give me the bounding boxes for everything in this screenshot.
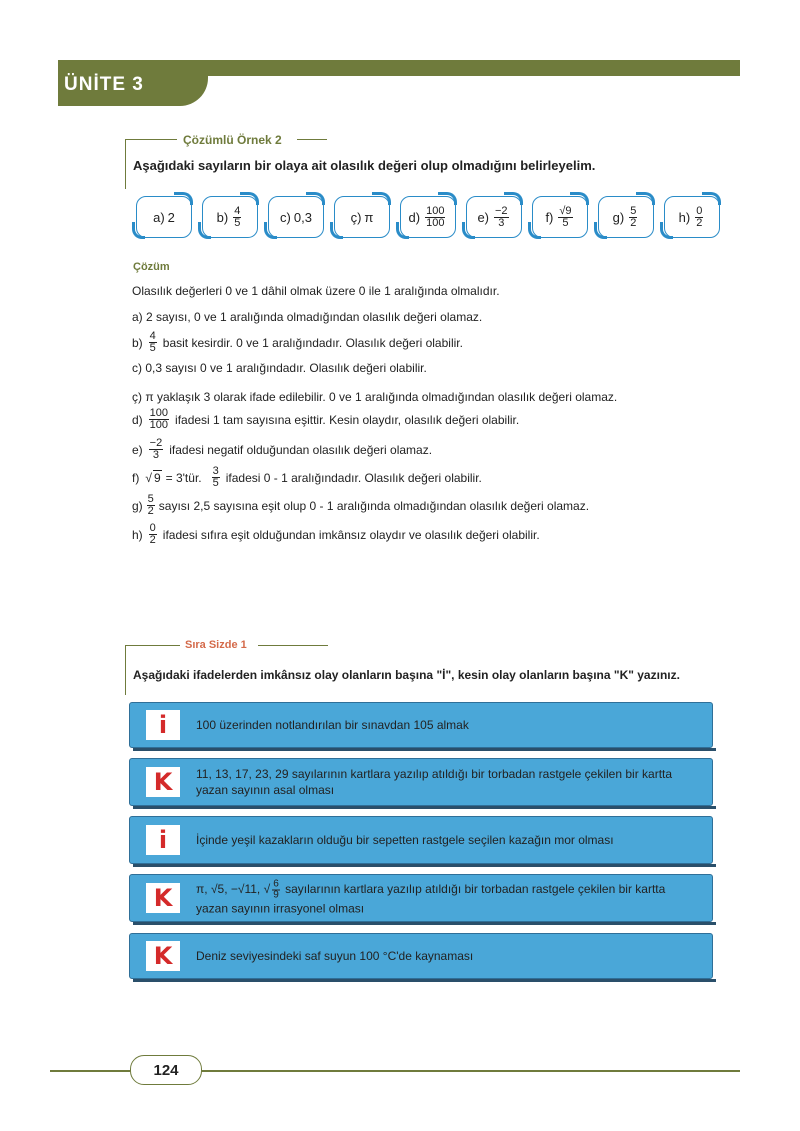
- exercise-instruction: Aşağıdaki ifadelerden imkânsız olay olanların başına "İ", kesin olay olanların başına "K" yazınız.: [133, 668, 680, 682]
- answer-mark: K: [146, 883, 180, 913]
- solution-h-fraction: $\frac{0}{2}$: [149, 522, 156, 546]
- option-fraction: $\frac{0}{2}$: [696, 204, 703, 229]
- solution-b: b) $\frac{4}{5}$ basit kesirdir. 0 ve 1 aralığındadır. Olasılık değeri olabilir.: [132, 330, 463, 354]
- answer-mark: K: [146, 767, 180, 797]
- exercise-title-line-left: [140, 645, 180, 646]
- option-a: [136, 196, 192, 238]
- solution-e: e) $\frac{-2}{3}$ ifadesi negatif olduğundan olasılık değeri olamaz.: [132, 437, 433, 461]
- option-c: [268, 196, 324, 238]
- option-cc: [334, 196, 390, 238]
- exercise-title-line-right: [258, 645, 328, 646]
- answer-mark: i: [146, 825, 180, 855]
- exercise-title: Sıra Sizde 1: [185, 639, 247, 651]
- option-h: [664, 196, 720, 238]
- unit-header: [58, 60, 740, 106]
- solution-e-fraction: $\frac{-2}{3}$: [149, 437, 163, 461]
- solution-f: f) √ 9 = 3'tür. $\frac{3}{5}$ ifadesi 0 - 1 aralığındadır. Olasılık değeri olabilir.: [132, 465, 482, 489]
- option-f: [532, 196, 588, 238]
- solution-b-fraction: $\frac{4}{5}$: [149, 330, 156, 354]
- option-value: π: [364, 209, 374, 225]
- option-label: c): [280, 209, 291, 225]
- example-frame-line: [125, 139, 126, 189]
- solution-c: c) 0,3 sayısı 0 ve 1 aralığındadır. Olasılık değeri olabilir.: [132, 361, 427, 375]
- option-b: [202, 196, 258, 238]
- option-fraction: $\frac{5}{2}$: [630, 204, 637, 229]
- example-title: Çözümlü Örnek 2: [183, 133, 282, 147]
- example-question: Aşağıdaki sayıların bir olaya ait olasılık değeri olup olmadığını belirleyelim.: [133, 158, 596, 173]
- option-label: h): [678, 209, 691, 225]
- exercise-item-fraction: $\frac{6}{9}$: [273, 878, 279, 901]
- solution-cc: ç) π yaklaşık 3 olarak ifade edilebilir. 0 ve 1 aralığında olmadığından olasılık değeri olamaz.: [132, 390, 618, 404]
- option-g: [598, 196, 654, 238]
- exercise-frame-top: [125, 645, 140, 646]
- option-e: [466, 196, 522, 238]
- option-fraction: $\frac{-2}{3}$: [495, 204, 508, 229]
- footer-line-right: [200, 1070, 740, 1072]
- unit-label: ÜNİTE 3: [58, 60, 208, 106]
- option-label: ç): [350, 209, 362, 225]
- solution-f-fraction: $\frac{3}{5}$: [212, 465, 219, 489]
- solution-g-fraction: $\frac{5}{2}$: [147, 493, 154, 517]
- exercise-item: [129, 758, 713, 806]
- answer-mark: i: [146, 710, 180, 740]
- option-value: 0,3: [293, 209, 312, 225]
- solution-g: g) $\frac{5}{2}$ sayısı 2,5 sayısına eşit olup 0 - 1 aralığında olmadığından olasılık değeri olamaz.: [132, 493, 590, 517]
- option-fraction: $\frac{4}{5}$: [234, 204, 241, 229]
- exercise-item-text: 100 üzerinden notlandırılan bir sınavdan 105 almak: [196, 718, 469, 732]
- option-fraction: $\frac{√9}{5}$: [559, 204, 572, 229]
- example-title-line-right: [297, 139, 327, 140]
- exercise-item-text: İçinde yeşil kazakların olduğu bir sepetten rastgele seçilen kazağın mor olması: [196, 833, 614, 847]
- exercise-item-text: 11, 13, 17, 23, 29 sayılarının kartlara yazılıp atıldığı bir torbadan rastgele çekilen bir kartta yazan sayının asal olması: [196, 767, 673, 797]
- option-label: e): [477, 209, 489, 225]
- solution-a: a) 2 sayısı, 0 ve 1 aralığında olmadığından olasılık değeri olamaz.: [132, 310, 483, 324]
- solution-label: Çözüm: [133, 261, 170, 273]
- page-number: 124: [130, 1055, 202, 1085]
- option-value: 2: [167, 209, 175, 225]
- option-d: [400, 196, 456, 238]
- solution-h: h) $\frac{0}{2}$ ifadesi sıfıra eşit olduğundan imkânsız olaydır ve olasılık değeri olabilir.: [132, 522, 540, 546]
- option-label: f): [545, 209, 554, 225]
- solution-f-sqrt: 9: [153, 471, 161, 485]
- exercise-item: [129, 816, 713, 864]
- exercise-item: [129, 702, 713, 748]
- exercise-item-text: π, √5, −√11, √ $\frac{6}{9}$ sayılarının kartlara yazılıp atıldığı bir torbadan rastgele çekilen bir kartta yazan sayının irrasyonel olması: [196, 878, 666, 916]
- example-title-line-left: [147, 139, 177, 140]
- exercise-item: [129, 874, 713, 922]
- option-fraction: $\frac{100}{100}$: [426, 204, 445, 229]
- answer-mark: K: [146, 941, 180, 971]
- exercise-item: [129, 933, 713, 979]
- example-frame-top: [125, 139, 147, 140]
- footer-line-left: [50, 1070, 130, 1072]
- option-label: b): [216, 209, 229, 225]
- solution-d: d) $\frac{100}{100}$ ifadesi 1 tam sayısına eşittir. Kesin olaydır, olasılık değeri olabilir.: [132, 407, 520, 431]
- exercise-item-text: Deniz seviyesindeki saf suyun 100 °C'de kaynaması: [196, 949, 474, 963]
- option-label: d): [408, 209, 421, 225]
- solution-intro: Olasılık değerleri 0 ve 1 dâhil olmak üzere 0 ile 1 aralığında olmalıdır.: [132, 284, 500, 298]
- solution-d-fraction: $\frac{100}{100}$: [149, 407, 169, 431]
- option-label: a): [153, 209, 165, 225]
- option-label: g): [612, 209, 625, 225]
- exercise-frame-line: [125, 645, 126, 695]
